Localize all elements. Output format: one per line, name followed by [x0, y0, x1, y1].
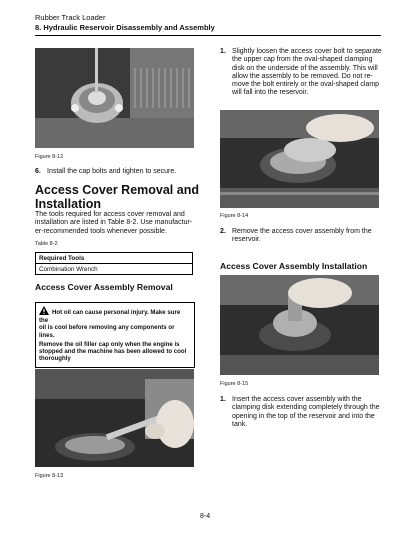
- table-header: Required Tools: [36, 253, 193, 264]
- step-1-installation: [220, 396, 385, 436]
- warning-paragraph-1: [39, 306, 191, 339]
- figure-8-14-photo: [220, 110, 379, 208]
- page-number: 8-4: [200, 513, 211, 520]
- figure-caption: Figure 8-14: [220, 213, 249, 219]
- table-cell: Combination Wrench: [36, 264, 193, 275]
- warning-text: oil is cool before removing any components or lines.: [39, 324, 175, 339]
- warning-text: thoroughly: [39, 355, 71, 363]
- step-line: Slightly loosen the access cover bolt to separate: [232, 48, 382, 55]
- section-title: 8. Hydraulic Reservoir Disassembly and Assembly: [35, 23, 215, 32]
- required-tools-table: [35, 252, 193, 275]
- figure-8-13-photo: [35, 369, 194, 467]
- warning-box: [35, 302, 195, 368]
- removal-heading: Access Cover Assembly Removal: [35, 282, 173, 292]
- paragraph-line: The tools required for access cover removal and: [35, 211, 185, 218]
- step-text: [232, 396, 379, 429]
- section-heading: [35, 183, 199, 211]
- warning-text: Hot oil can cause personal injury. Make sure the: [39, 309, 181, 325]
- warning-paragraph-2: [39, 341, 191, 363]
- paragraph-line: er-recommended tools whenever possible.: [35, 227, 167, 235]
- step-line: the upper cap from the oval-shaped clamping: [232, 56, 373, 64]
- step-line: opening in the top of the reservoir and into the: [232, 412, 375, 420]
- step-text: [232, 228, 372, 245]
- step-number: 2.: [220, 228, 226, 235]
- table-label: Table 8-2: [35, 241, 58, 247]
- figure-8-15-photo: [220, 275, 379, 375]
- header-rule: [35, 35, 381, 36]
- step-line: allow the assembly to be removed. Do not re-: [232, 72, 373, 80]
- step-2-removal: [220, 228, 385, 248]
- step-line: move the bolt entirely or the oval-shaped clamp: [232, 81, 380, 89]
- step-1-removal: [220, 48, 385, 108]
- step-6: [35, 168, 195, 178]
- step-line: Remove the access cover assembly from the: [232, 228, 372, 235]
- step-line: tank.: [232, 420, 248, 428]
- warning-text: stopped and the machine has been allowed to cool: [39, 348, 187, 356]
- figure-caption: Figure 8-15: [220, 381, 249, 387]
- step-line: reservoir.: [232, 236, 261, 244]
- warning-text: Remove the oil filler cap only when the engine is: [39, 340, 180, 348]
- step-number: 1.: [220, 396, 226, 403]
- figure-caption: Figure 8-13: [35, 473, 64, 479]
- document-title: Rubber Track Loader: [35, 13, 106, 22]
- step-text: [232, 48, 382, 98]
- step-text: Install the cap bolts and tighten to secure.: [47, 168, 177, 175]
- step-line: will fall into the reservoir.: [232, 89, 309, 97]
- step-line: disk on the underside of the assembly. This will: [232, 64, 378, 72]
- heading-line: Access Cover Removal and: [35, 183, 199, 197]
- intro-paragraph: [35, 211, 200, 236]
- warning-triangle-icon: [39, 306, 49, 317]
- step-line: clamping disk extending completely through the: [232, 404, 380, 412]
- paragraph-line: installation are listed in Table 8-2. Use manufactur-: [35, 219, 193, 227]
- heading-line: Installation: [35, 197, 101, 211]
- figure-caption: Figure 8-12: [35, 154, 64, 160]
- installation-heading: Access Cover Assembly Installation: [220, 261, 368, 271]
- figure-8-12-photo: [35, 48, 194, 148]
- step-number: 6.: [35, 168, 41, 175]
- step-line: Insert the access cover assembly with the: [232, 396, 362, 403]
- step-number: 1.: [220, 48, 226, 55]
